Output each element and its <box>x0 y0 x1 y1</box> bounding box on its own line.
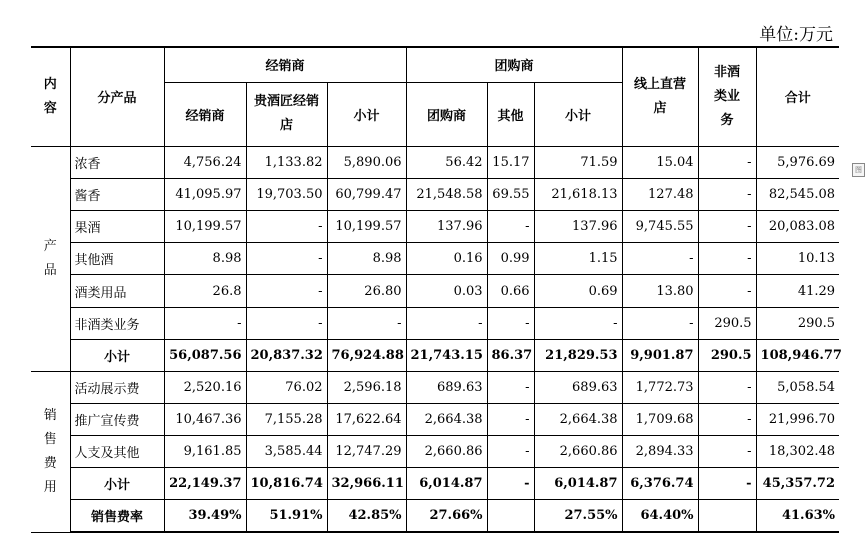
row-label: 浓香 <box>70 146 164 178</box>
cell-other: - <box>487 468 534 500</box>
cell-online: 6,376.74 <box>622 468 698 500</box>
cell-guijiu: 1,133.82 <box>246 146 327 178</box>
cell-online: 1,709.68 <box>622 403 698 435</box>
cell-gsub: 21,829.53 <box>534 339 622 371</box>
cell-guijiu: 10,816.74 <box>246 468 327 500</box>
row-label: 果酒 <box>70 211 164 243</box>
cell-gsub: 27.55% <box>534 500 622 532</box>
cell-guijiu: 20,837.32 <box>246 339 327 371</box>
row-label: 酒类用品 <box>70 275 164 307</box>
header-dealer: 经销商 <box>164 82 246 146</box>
row-label: 其他酒 <box>70 243 164 275</box>
header-subtotal-2: 小计 <box>534 82 622 146</box>
cell-non: - <box>698 275 756 307</box>
cell-dealer: 22,149.37 <box>164 468 246 500</box>
table-row <box>31 371 839 403</box>
cell-guijiu: - <box>246 275 327 307</box>
header-product-category: 分产品 <box>70 47 164 146</box>
cell-gsub: 71.59 <box>534 146 622 178</box>
cell-sub: 17,622.64 <box>327 403 406 435</box>
cell-guijiu: - <box>246 243 327 275</box>
unit-label: 单位:万元 <box>759 25 833 45</box>
cell-sub: 10,199.57 <box>327 211 406 243</box>
header-non-liquor-cell <box>698 47 756 146</box>
table-row <box>31 243 839 275</box>
cell-dealer: 9,161.85 <box>164 436 246 468</box>
cell-other: 0.99 <box>487 243 534 275</box>
cell-sub: 12,747.29 <box>327 436 406 468</box>
row-label: 活动展示费 <box>70 371 164 403</box>
cell-total: 21,996.70 <box>756 403 839 435</box>
cell-total: 20,083.08 <box>756 211 839 243</box>
cell-gb: 21,548.58 <box>406 179 487 211</box>
row-label: 人支及其他 <box>70 436 164 468</box>
cell-gb: 27.66% <box>406 500 487 532</box>
side-scroll-marker[interactable]: 图 <box>852 163 865 177</box>
cell-online: 127.48 <box>622 179 698 211</box>
cell-sub: 42.85% <box>327 500 406 532</box>
header-content-cell <box>31 47 70 146</box>
cell-sub: 60,799.47 <box>327 179 406 211</box>
cell-non: - <box>698 371 756 403</box>
table-row <box>31 179 839 211</box>
cell-total: 18,302.48 <box>756 436 839 468</box>
cell-other: 86.37 <box>487 339 534 371</box>
header-group-buyer: 团购商 <box>406 82 487 146</box>
cell-gsub: 21,618.13 <box>534 179 622 211</box>
header-guijiu-store: 贵酒匠经销店 <box>253 94 319 134</box>
cell-other: 69.55 <box>487 179 534 211</box>
header-online-cell <box>622 47 698 146</box>
expense-subtotal-row <box>31 468 839 500</box>
cell-gb: 2,664.38 <box>406 403 487 435</box>
cell-guijiu: 7,155.28 <box>246 403 327 435</box>
header-guijiu-cell <box>246 82 327 146</box>
cell-total: 290.5 <box>756 307 839 339</box>
cell-dealer: 2,520.16 <box>164 371 246 403</box>
cell-gsub: 6,014.87 <box>534 468 622 500</box>
product-subtotal-row <box>31 339 839 371</box>
cell-total: 108,946.77 <box>756 339 839 371</box>
header-subtotal: 小计 <box>327 82 406 146</box>
cell-non: 290.5 <box>698 339 756 371</box>
header-online: 线上直营店 <box>634 76 687 116</box>
row-label: 小计 <box>70 468 164 500</box>
cell-guijiu: 76.02 <box>246 371 327 403</box>
cell-non: - <box>698 211 756 243</box>
cell-gsub: 2,664.38 <box>534 403 622 435</box>
cell-gb: 6,014.87 <box>406 468 487 500</box>
cell-guijiu: - <box>246 307 327 339</box>
cell-sub: 5,890.06 <box>327 146 406 178</box>
cell-non <box>698 500 756 532</box>
cell-online: 64.40% <box>622 500 698 532</box>
cell-other: - <box>487 436 534 468</box>
cell-other: 0.66 <box>487 275 534 307</box>
cell-dealer: 8.98 <box>164 243 246 275</box>
sales-expense-table <box>31 46 842 533</box>
row-label: 小计 <box>70 339 164 371</box>
header-dealer-group: 经销商 <box>164 47 406 82</box>
cell-total: 5,976.69 <box>756 146 839 178</box>
header-other: 其他 <box>487 82 534 146</box>
cell-gsub: - <box>534 307 622 339</box>
section-sales-expense-cell <box>31 371 70 532</box>
cell-other: - <box>487 371 534 403</box>
cell-online: 9,901.87 <box>622 339 698 371</box>
row-label: 推广宣传费 <box>70 403 164 435</box>
cell-online: - <box>622 307 698 339</box>
cell-online: 13.80 <box>622 275 698 307</box>
cell-dealer: - <box>164 307 246 339</box>
cell-dealer: 10,199.57 <box>164 211 246 243</box>
table-row <box>31 275 839 307</box>
cell-gsub: 137.96 <box>534 211 622 243</box>
cell-gb: - <box>406 307 487 339</box>
table-row <box>31 436 839 468</box>
cell-sub: - <box>327 307 406 339</box>
cell-sub: 2,596.18 <box>327 371 406 403</box>
cell-sub: 8.98 <box>327 243 406 275</box>
cell-total: 41.63% <box>756 500 839 532</box>
section-products: 产品 <box>43 238 57 278</box>
header-row-1 <box>31 47 839 82</box>
cell-online: - <box>622 243 698 275</box>
row-label: 酱香 <box>70 179 164 211</box>
header-non-liquor: 非酒类业务 <box>714 64 741 128</box>
cell-total: 10.13 <box>756 243 839 275</box>
cell-non: 290.5 <box>698 307 756 339</box>
cell-guijiu: 3,585.44 <box>246 436 327 468</box>
cell-online: 9,745.55 <box>622 211 698 243</box>
table-row <box>31 307 839 339</box>
section-products-cell <box>31 146 70 371</box>
cell-dealer: 41,095.97 <box>164 179 246 211</box>
cell-gb: 21,743.15 <box>406 339 487 371</box>
cell-non: - <box>698 403 756 435</box>
cell-total: 45,357.72 <box>756 468 839 500</box>
cell-other: 15.17 <box>487 146 534 178</box>
cell-sub: 32,966.11 <box>327 468 406 500</box>
cell-other: - <box>487 403 534 435</box>
cell-gb: 137.96 <box>406 211 487 243</box>
cell-gsub: 1.15 <box>534 243 622 275</box>
row-label: 非酒类业务 <box>70 307 164 339</box>
cell-other: - <box>487 211 534 243</box>
cell-non: - <box>698 468 756 500</box>
cell-total: 5,058.54 <box>756 371 839 403</box>
cell-dealer: 56,087.56 <box>164 339 246 371</box>
header-group-buy: 团购商 <box>406 47 622 82</box>
cell-other <box>487 500 534 532</box>
cell-non: - <box>698 243 756 275</box>
cell-gb: 0.16 <box>406 243 487 275</box>
cell-total: 82,545.08 <box>756 179 839 211</box>
cell-gb: 56.42 <box>406 146 487 178</box>
cell-gb: 2,660.86 <box>406 436 487 468</box>
cell-guijiu: 51.91% <box>246 500 327 532</box>
cell-dealer: 10,467.36 <box>164 403 246 435</box>
cell-dealer: 26.8 <box>164 275 246 307</box>
header-total: 合计 <box>756 47 839 146</box>
cell-non: - <box>698 179 756 211</box>
table-row <box>31 211 839 243</box>
cell-other: - <box>487 307 534 339</box>
cell-online: 1,772.73 <box>622 371 698 403</box>
row-label: 销售费率 <box>70 500 164 532</box>
cell-dealer: 39.49% <box>164 500 246 532</box>
cell-gb: 689.63 <box>406 371 487 403</box>
cell-gsub: 0.69 <box>534 275 622 307</box>
header-content: 内容 <box>43 76 57 116</box>
cell-online: 2,894.33 <box>622 436 698 468</box>
table-row <box>31 146 839 178</box>
cell-total: 41.29 <box>756 275 839 307</box>
cell-non: - <box>698 146 756 178</box>
cell-gsub: 689.63 <box>534 371 622 403</box>
cell-guijiu: - <box>246 211 327 243</box>
cell-non: - <box>698 436 756 468</box>
cell-guijiu: 19,703.50 <box>246 179 327 211</box>
cell-online: 15.04 <box>622 146 698 178</box>
sales-rate-row <box>31 500 839 532</box>
cell-gsub: 2,660.86 <box>534 436 622 468</box>
cell-gb: 0.03 <box>406 275 487 307</box>
cell-sub: 76,924.88 <box>327 339 406 371</box>
cell-sub: 26.80 <box>327 275 406 307</box>
table-row <box>31 403 839 435</box>
section-sales-expense: 销售费用 <box>43 407 57 495</box>
cell-dealer: 4,756.24 <box>164 146 246 178</box>
